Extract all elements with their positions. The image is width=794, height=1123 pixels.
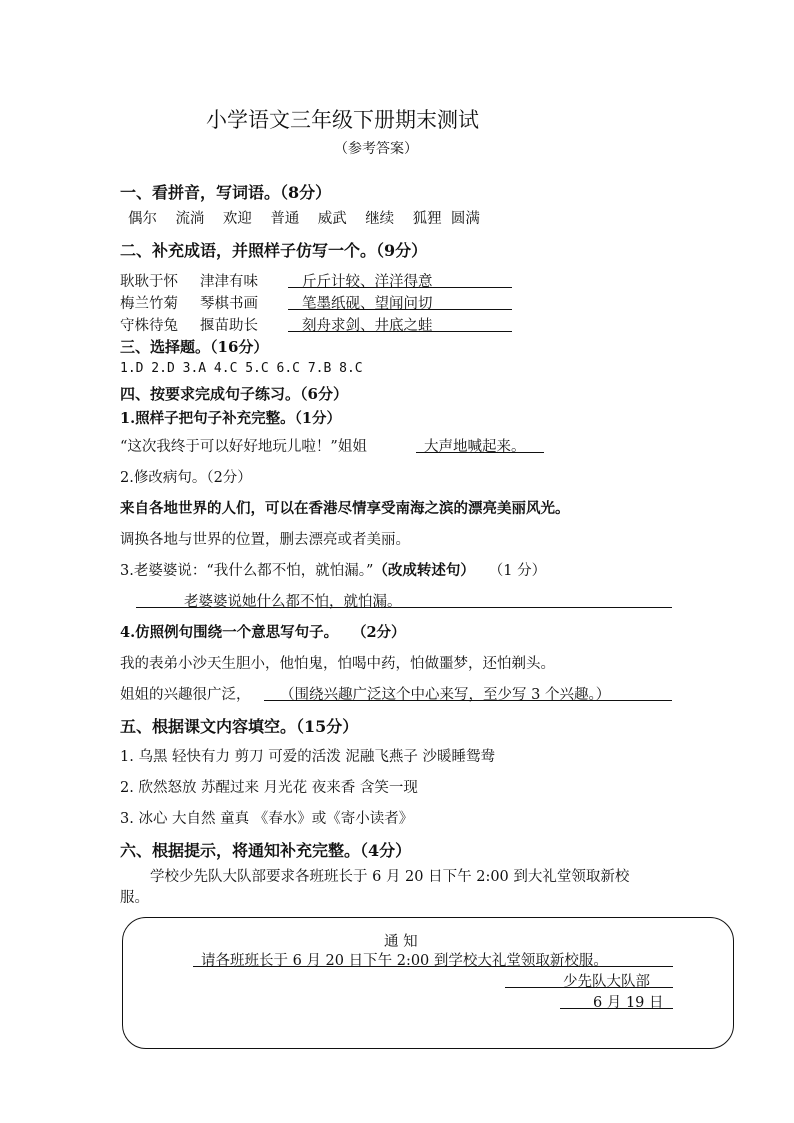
- q4-prefix: 姐姐的兴趣很广泛，: [120, 687, 251, 703]
- section-5-heading: 五、根据课文内容填空。（15分）: [120, 717, 359, 736]
- q2-sentence: 来自各地世界的人们，可以在香港尽情享受南海之滨的漂亮美丽风光。: [120, 500, 570, 517]
- idiom-answer: 刻舟求剑、井底之蛙: [302, 318, 433, 334]
- section-6-heading: 六、根据提示，将通知补充完整。（4分）: [120, 841, 412, 860]
- choice-answers: 1.D 2.D 3.A 4.C 5.C 6.C 7.B 8.C: [120, 361, 363, 376]
- q3-prefix: 3.老婆婆说：“我什么都不怕，就怕漏。”: [120, 563, 374, 579]
- fill-line: 2. 欣然怒放 苏醒过来 月光花 夜来香 含笑一现: [120, 780, 418, 796]
- idiom-a: 耿耿于怀: [120, 274, 178, 290]
- q3-line: [120, 559, 546, 580]
- section-2-heading: 二、补充成语，并照样子仿写一个。（9分）: [120, 241, 428, 260]
- q4-line: [120, 621, 406, 642]
- word: 流淌: [175, 211, 205, 227]
- word: 偶尔: [128, 211, 157, 227]
- q3-answer: 老婆婆说她什么都不怕，就怕漏。: [184, 594, 402, 610]
- notice-prompt-cont: 服。: [120, 890, 149, 906]
- fill-line: 1. 乌黑 轻快有力 剪刀 可爱的活泼 泥融飞燕子 沙暖睡鸳鸯: [120, 749, 495, 765]
- idiom-answer: 笔墨纸砚、望闻问切: [302, 296, 433, 312]
- section-1-words: [128, 207, 480, 228]
- q3-instruction: （改成转述句）: [373, 562, 475, 579]
- notice-title: 通 知: [384, 934, 418, 950]
- q1-text: “这次我终于可以好好地玩儿啦！”姐姐: [120, 439, 367, 455]
- word: 威武: [317, 211, 347, 227]
- q3-score: （1 分）: [488, 563, 547, 579]
- fill-line: 3. 冰心 大自然 童真 《春水》或《寄小读者》: [120, 811, 414, 827]
- page-subtitle: （参考答案）: [334, 141, 418, 157]
- q2-label: 2.修改病句。（2分）: [120, 470, 252, 486]
- q4-answer: （围绕兴趣广泛这个中心来写，至少写 3 个兴趣。）: [280, 687, 611, 703]
- word: 普通: [270, 211, 300, 227]
- section-3-heading: 三、选择题。（16分）: [120, 338, 269, 356]
- q4-label: 4.仿照例句围绕一个意思写句子。: [120, 624, 339, 641]
- q4-example: 我的表弟小沙天生胆小，他怕鬼，怕喝中药，怕做噩梦，还怕剃头。: [120, 656, 555, 672]
- idiom-b: 津津有味: [200, 274, 258, 290]
- q4-score: （2分）: [351, 624, 406, 641]
- q1-label: 1.照样子把句子补充完整。（1分）: [120, 410, 341, 427]
- word: 欢迎: [222, 211, 252, 227]
- section-4-heading: 四、按要求完成句子练习。（6分）: [120, 385, 348, 403]
- page-title: 小学语文三年级下册期末测试: [206, 108, 479, 132]
- q1-answer: 大声地喊起来。: [424, 439, 526, 455]
- idiom-a: 守株待兔: [120, 318, 178, 334]
- notice-prompt: 学校少先队大队部要求各班班长于 6 月 20 日下午 2:00 到大礼堂领取新校: [150, 869, 630, 885]
- idiom-a: 梅兰竹菊: [120, 296, 178, 312]
- word: 圆满: [450, 211, 480, 227]
- word: 狐狸: [412, 211, 442, 227]
- notice-body: 请各班班长于 6 月 20 日下午 2:00 到学校大礼堂领取新校服。: [201, 953, 608, 969]
- notice-date: 6 月 19 日: [593, 995, 664, 1011]
- section-1-heading: 一、看拼音，写词语。（8分）: [120, 183, 332, 202]
- idiom-b: 琴棋书画: [200, 296, 258, 312]
- word: 继续: [365, 211, 395, 227]
- notice-signer: 少先队大队部: [563, 974, 650, 990]
- idiom-b: 揠苗助长: [200, 318, 258, 334]
- idiom-answer: 斤斤计较、洋洋得意: [302, 274, 433, 290]
- q2-answer: 调换各地与世界的位置，删去漂亮或者美丽。: [120, 532, 410, 548]
